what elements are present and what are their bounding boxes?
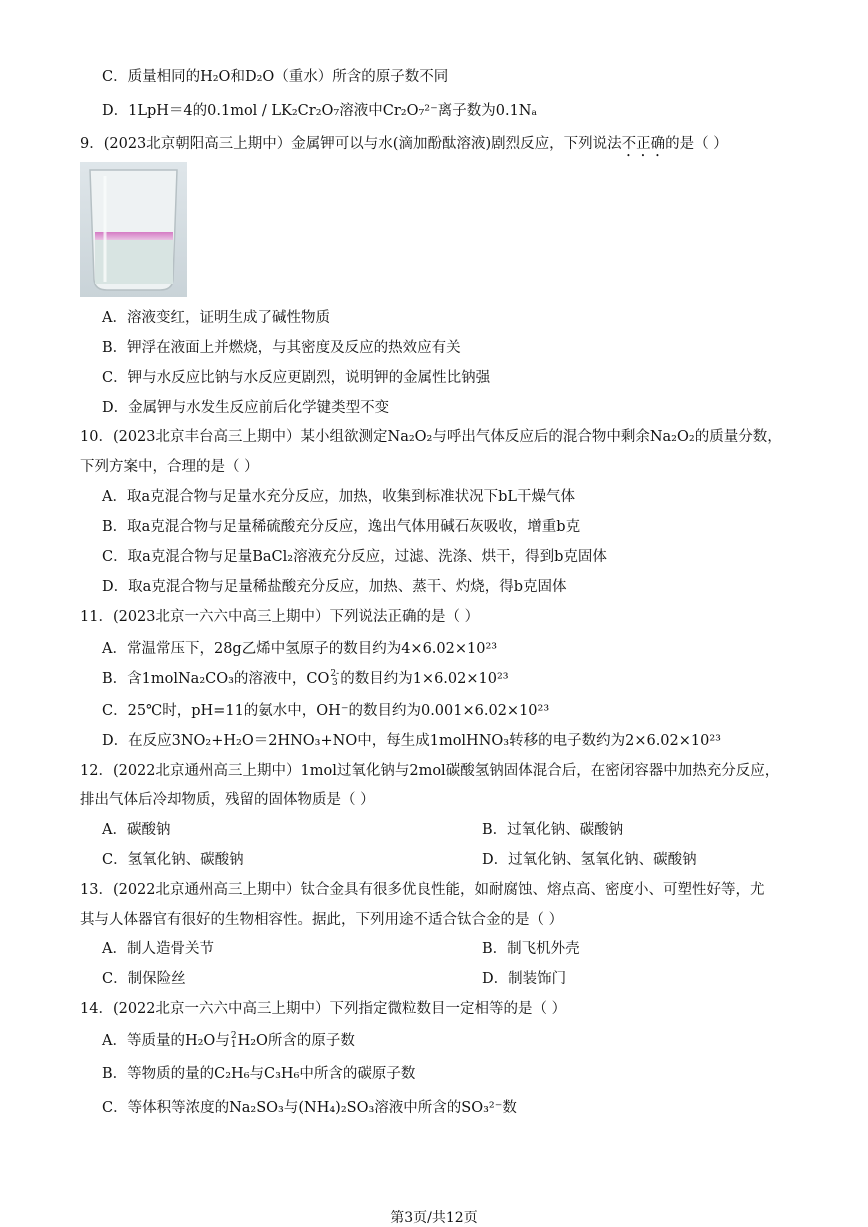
page-footer: 第3页/共12页	[390, 1210, 478, 1226]
question-14-stem: 14．(2022北京一六六中高三上期中）下列指定微粒数目一定相等的是（ ）	[80, 1001, 567, 1017]
q12-row-2	[102, 850, 802, 870]
question-10-stem-2: 下列方案中，合理的是（ ）	[80, 459, 259, 475]
question-13-stem-2: 其与人体器官有很好的生物相容性。据此，下列用途不适合钛合金的是（ ）	[80, 912, 564, 928]
question-11-stem: 11．(2023北京一六六中高三上期中）下列说法正确的是（ ）	[80, 609, 480, 625]
q9-option-c: C．钾与水反应比钠与水反应更剧烈，说明钾的金属性比钠强	[102, 370, 491, 386]
question-12-stem-1: 12．(2022北京通州高三上期中）1mol过氧化钠与2mol碳酸氢钠固体混合后，在密闭容器中加热充分反应，	[80, 763, 780, 779]
q11-option-d: D．在反应3NO₂+H₂O＝2HNO₃+NO中，每生成1molHNO₃转移的电子数约为2×6.02×10²³	[102, 733, 721, 749]
q13-row-2	[102, 969, 802, 989]
q13-option-b: B．制飞机外壳	[482, 941, 580, 957]
q13-option-a: A．制人造骨关节	[102, 941, 214, 957]
q10-option-d: D．取a克混合物与足量稀盐酸充分反应，加热、蒸干、灼烧，得b克固体	[102, 579, 567, 595]
option-c-prev: C．质量相同的H₂O和D₂O（重水）所含的原子数不同	[102, 69, 449, 85]
q10-option-a: A．取a克混合物与足量水充分反应，加热，收集到标准状况下bL干燥气体	[102, 489, 576, 505]
q11-option-c: C．25℃时，pH=11的氨水中，OH⁻的数目约为0.001×6.02×10²³	[102, 703, 550, 719]
q9-option-a: A．溶液变红，证明生成了碱性物质	[102, 310, 330, 326]
q10-option-b: B．取a克混合物与足量稀硫酸充分反应，逸出气体用碱石灰吸收，增重b克	[102, 519, 581, 535]
question-12-stem-2: 排出气体后冷却物质，残留的固体物质是（ ）	[80, 792, 375, 808]
q9-option-b: B．钾浮在液面上并燃烧，与其密度及反应的热效应有关	[102, 340, 461, 356]
q13-row-1	[102, 939, 802, 959]
q13-option-c: C．制保险丝	[102, 971, 186, 987]
q12-option-c: C．氢氧化钠、碳酸钠	[102, 852, 244, 868]
q12-option-d: D．过氧化钠、氢氧化钠、碳酸钠	[482, 852, 697, 868]
q11-option-a: A．常温常压下，28g乙烯中氢原子的数目约为4×6.02×10²³	[102, 641, 498, 657]
q12-option-a: A．碳酸钠	[102, 822, 171, 838]
question-13-stem-1: 13．(2022北京通州高三上期中）钛合金具有很多优良性能，如耐腐蚀、熔点高、密度小、可塑性好等，尤	[80, 882, 765, 898]
q10-option-c: C．取a克混合物与足量BaCl₂溶液充分反应，过滤、洗涤、烘干，得到b克固体	[102, 549, 607, 565]
q14-option-a: A．等质量的H₂O与2 1H₂O所含的原子数	[102, 1031, 355, 1050]
q12-row-1	[102, 820, 802, 840]
q13-option-d: D．制装饰门	[482, 971, 567, 987]
question-10-stem-1: 10．(2023北京丰台高三上期中）某小组欲测定Na₂O₂与呼出气体反应后的混合物中剩余Na₂O₂的质量分数，	[80, 429, 782, 445]
q12-option-b: B．过氧化钠、碳酸钠	[482, 822, 624, 838]
question-9-stem: 9．(2023北京朝阳高三上期中）金属钾可以与水(滴加酚酞溶液)剧烈反应，下列说法不正确的是（ ）	[80, 136, 728, 152]
q11-option-b: B．含1molNa₂CO₃的溶液中，CO2- 3 的数目约为1×6.02×10²³	[102, 669, 509, 688]
q9-option-d: D．金属钾与水发生反应前后化学键类型不变	[102, 400, 390, 416]
q14-option-c: C．等体积等浓度的Na₂SO₃与(NH₄)₂SO₃溶液中所含的SO₃²⁻数	[102, 1100, 517, 1116]
q14-option-b: B．等物质的量的C₂H₆与C₃H₆中所含的碳原子数	[102, 1066, 416, 1082]
beaker-image	[80, 162, 187, 297]
option-d-prev: D．1LpH＝4的0.1mol / LK₂Cr₂O₇溶液中Cr₂O₇²⁻离子数为0.1Nₐ	[102, 103, 538, 119]
